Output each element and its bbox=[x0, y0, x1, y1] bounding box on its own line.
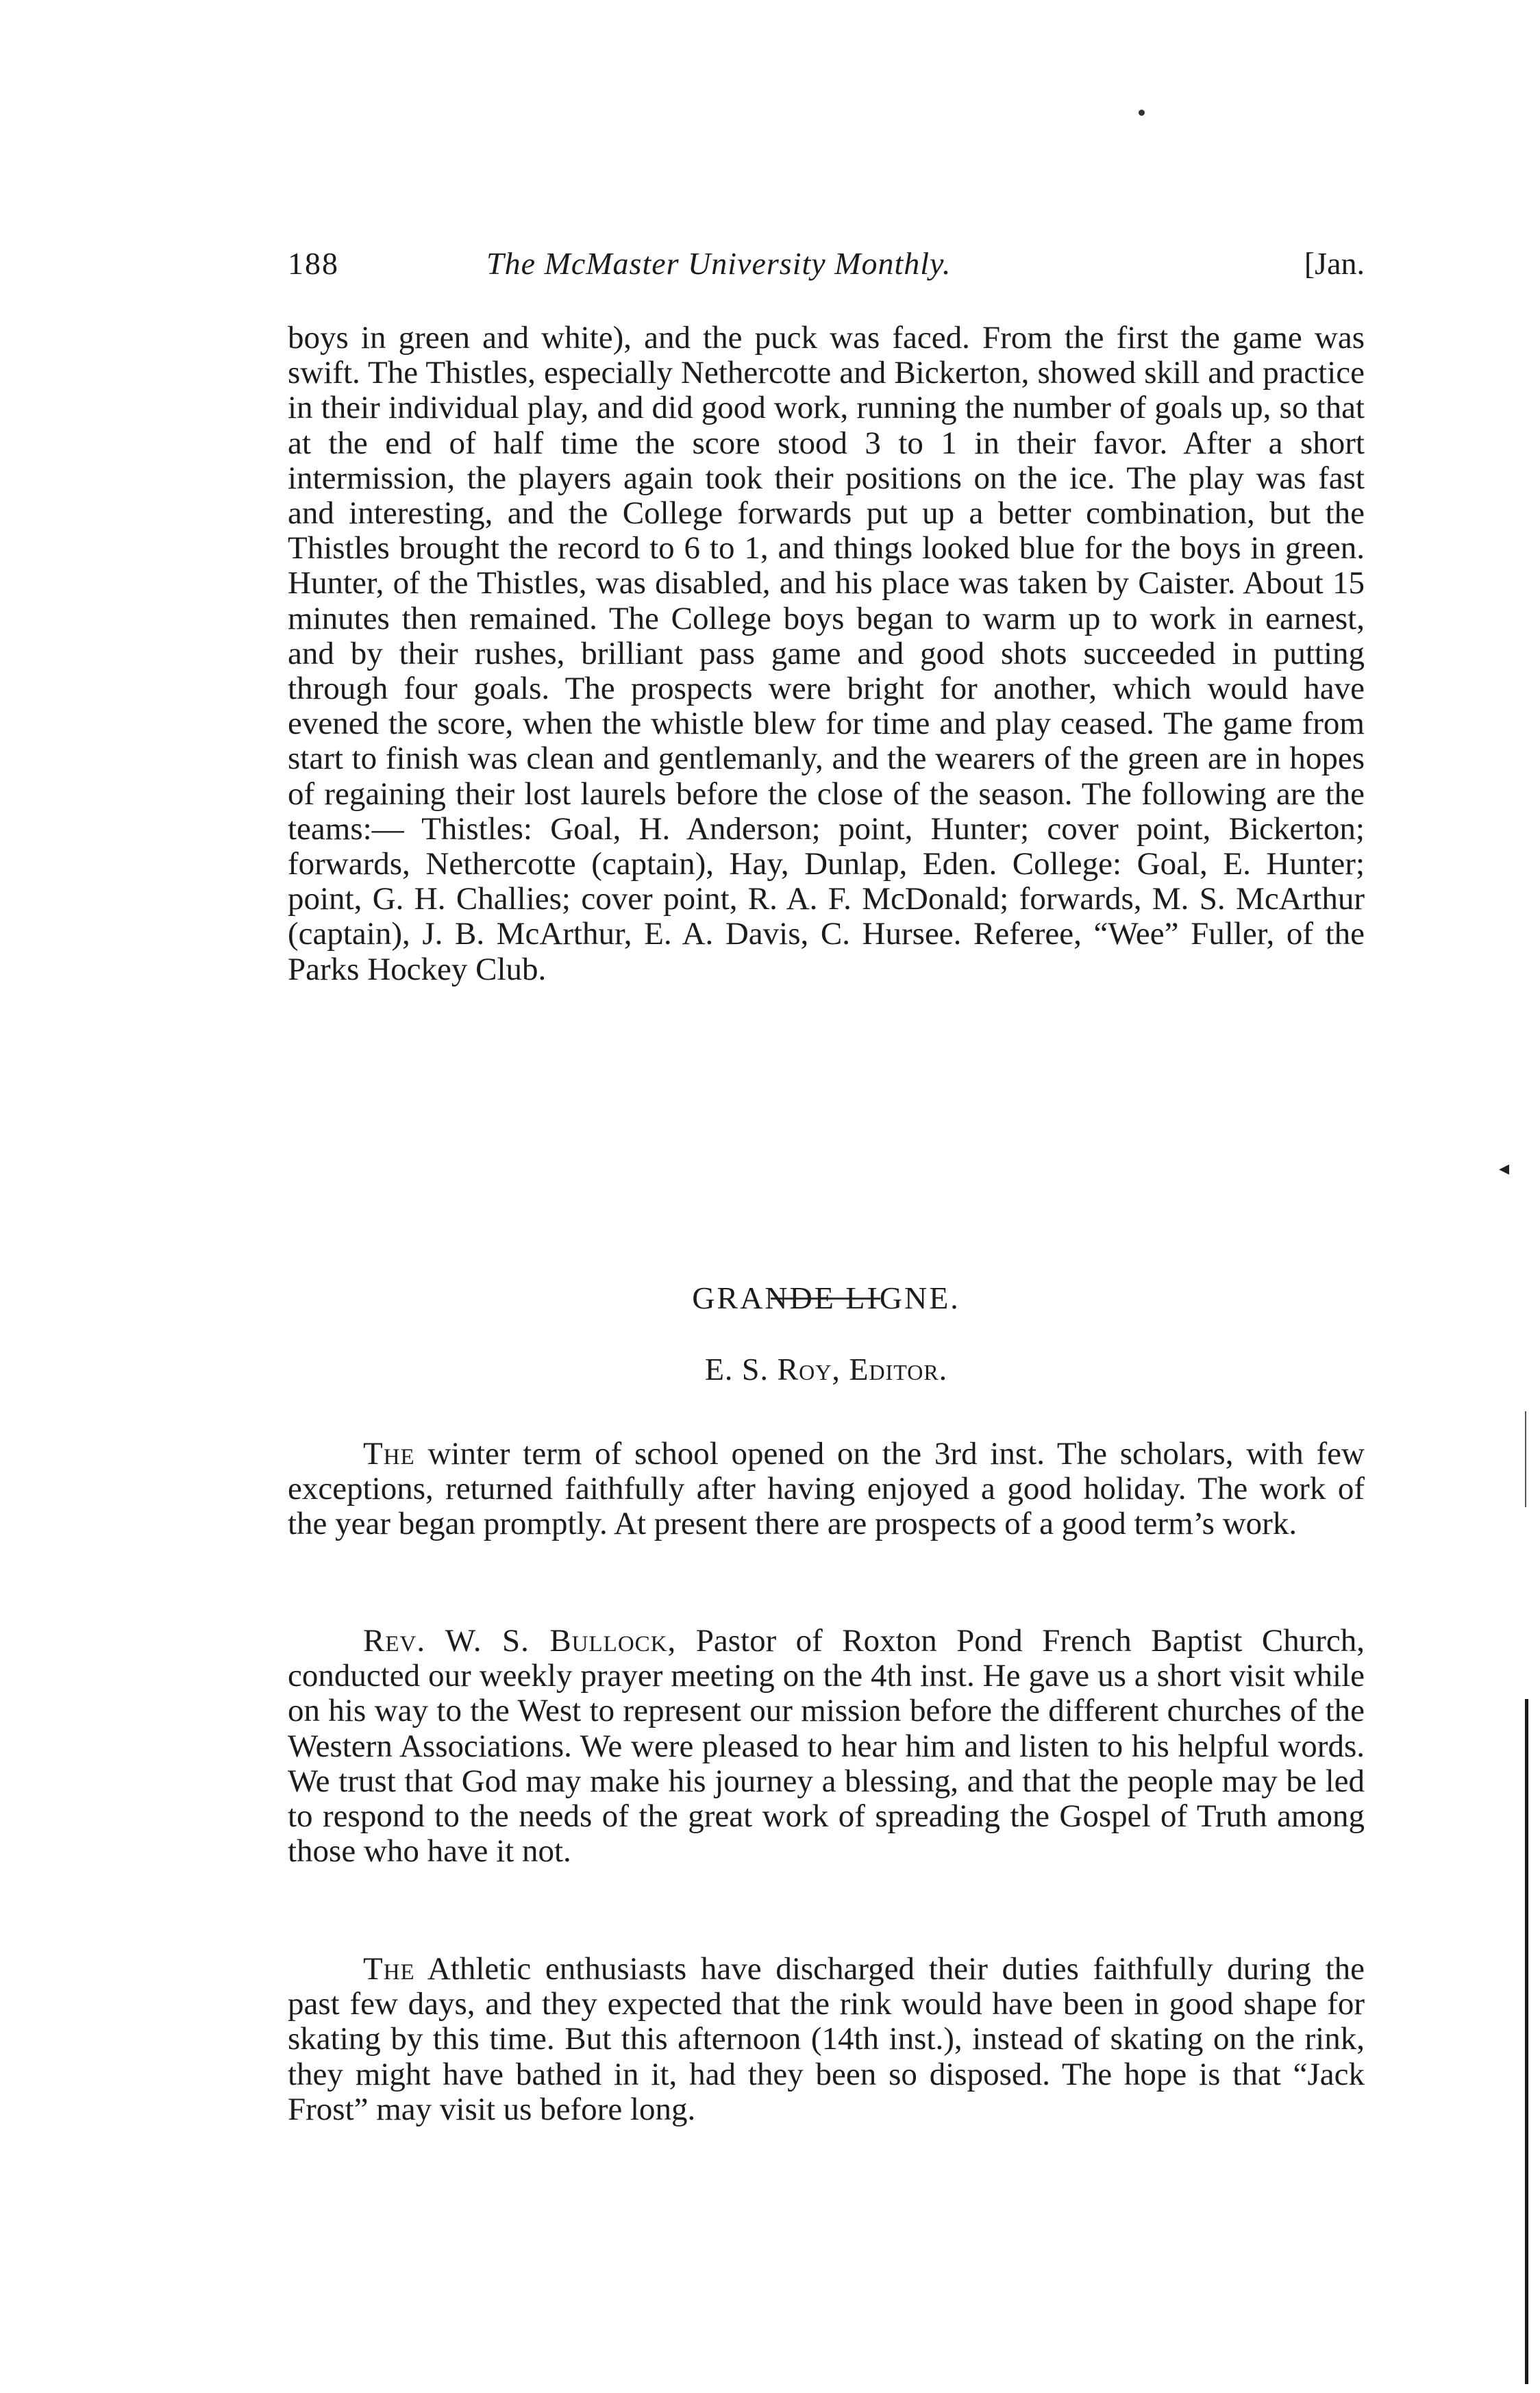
ink-dot bbox=[1139, 110, 1145, 116]
paragraph-lead: Rev. W. S. Bullock, bbox=[363, 1623, 677, 1659]
editor-byline-text: E. S. Roy, Editor. bbox=[704, 1352, 948, 1387]
paragraph-body: Athletic enthusiasts have discharged their duties faithfully during the past few days, and they expected that the rink would have been in good shape for skating by this time. But this afternoon (14th inst.), instead of skating on the rink, they might have bathed in it, had they been so disposed. The hope is that “Jack Frost” may visit us before long. bbox=[288, 1951, 1365, 2127]
scan-edge-bar bbox=[1525, 1699, 1528, 2384]
editor-byline bbox=[288, 1351, 1365, 1387]
article-paragraph: boys in green and white), and the puck was faced. From the first the game was swift. The Thistles, especially Nethercotte and Bickerton, showed skill and practice in their individual play, and did good work, running the number of goals up, so that at the end of half time the score stood 3 to 1 in their favor. After a short intermission, the players again took their positions on the ice. The play was fast and interesting, and the College forwards put up a better combination, but the Thistles brought the record to 6 to 1, and things looked blue for the boys in green. Hunter, of the Thistles, was disabled, and his place was taken by Caister. About 15 minutes then remained. The College boys began to warm up to work in earnest, and by their rushes, brilliant pass game and good shots succeeded in putting through four goals. The prospects were bright for another, which would have evened the score, when the whistle blew for time and play ceased. The game from start to finish was clean and gentlemanly, and the wearers of the green are in hopes of regaining their lost laurels before the close of the season. The following are the teams:— Thistles: Goal, H. Anderson; point, Hunter; cover point, Bickerton; forwards, Nethercotte (captain), Hay, Dunlap, Eden. College: Goal, E. Hunter; point, G. H. Challies; cover point, R. A. F. McDonald; forwards, M. S. McArthur (captain), J. B. McArthur, E. A. Davis, C. Hursee. Referee, “Wee” Fuller, of the Parks Hockey Club. bbox=[288, 320, 1365, 987]
scan-edge-line bbox=[1525, 1411, 1526, 1507]
grande-ligne-paragraph-1 bbox=[288, 1437, 1365, 1542]
paragraph-athletics bbox=[288, 1952, 1365, 2127]
section-title: GRANDE LIGNE. bbox=[692, 1280, 960, 1315]
margin-arrow-mark: ◂ bbox=[1499, 1157, 1510, 1180]
hockey-article-continued bbox=[288, 321, 1365, 987]
paragraph-body: winter term of school opened on the 3rd inst. The scholars, with few exceptions, returned faithfully after having enjoyed a good holiday. The work of the year began promptly. At present there are prospects of a good term’s work. bbox=[288, 1436, 1365, 1542]
running-header bbox=[288, 240, 1365, 295]
grande-ligne-paragraph-2 bbox=[288, 1624, 1365, 1869]
paragraph-bullock-visit bbox=[288, 1624, 1365, 1869]
paragraph-body: Pastor of Roxton Pond French Baptist Church, conducted our weekly prayer meeting on the 4th inst. He gave us a short visit while on his way to the West to represent our mission before the different churches of the Western Associations. We were pleased to hear him and listen to his helpful words. We trust that God may make his journey a blessing, and that the people may be led to respond to the needs of the great work of spreading the Gospel of Truth among those who have it not. bbox=[288, 1623, 1365, 1870]
paragraph-term-opening bbox=[288, 1437, 1365, 1542]
paragraph-lead: The bbox=[363, 1951, 415, 1987]
journal-title: The McMaster University Monthly. bbox=[486, 246, 952, 281]
issue-month: [Jan. bbox=[1304, 246, 1365, 281]
page-number: 188 bbox=[288, 246, 339, 281]
grande-ligne-paragraph-3 bbox=[288, 1952, 1365, 2127]
paragraph-lead: The bbox=[363, 1436, 415, 1472]
